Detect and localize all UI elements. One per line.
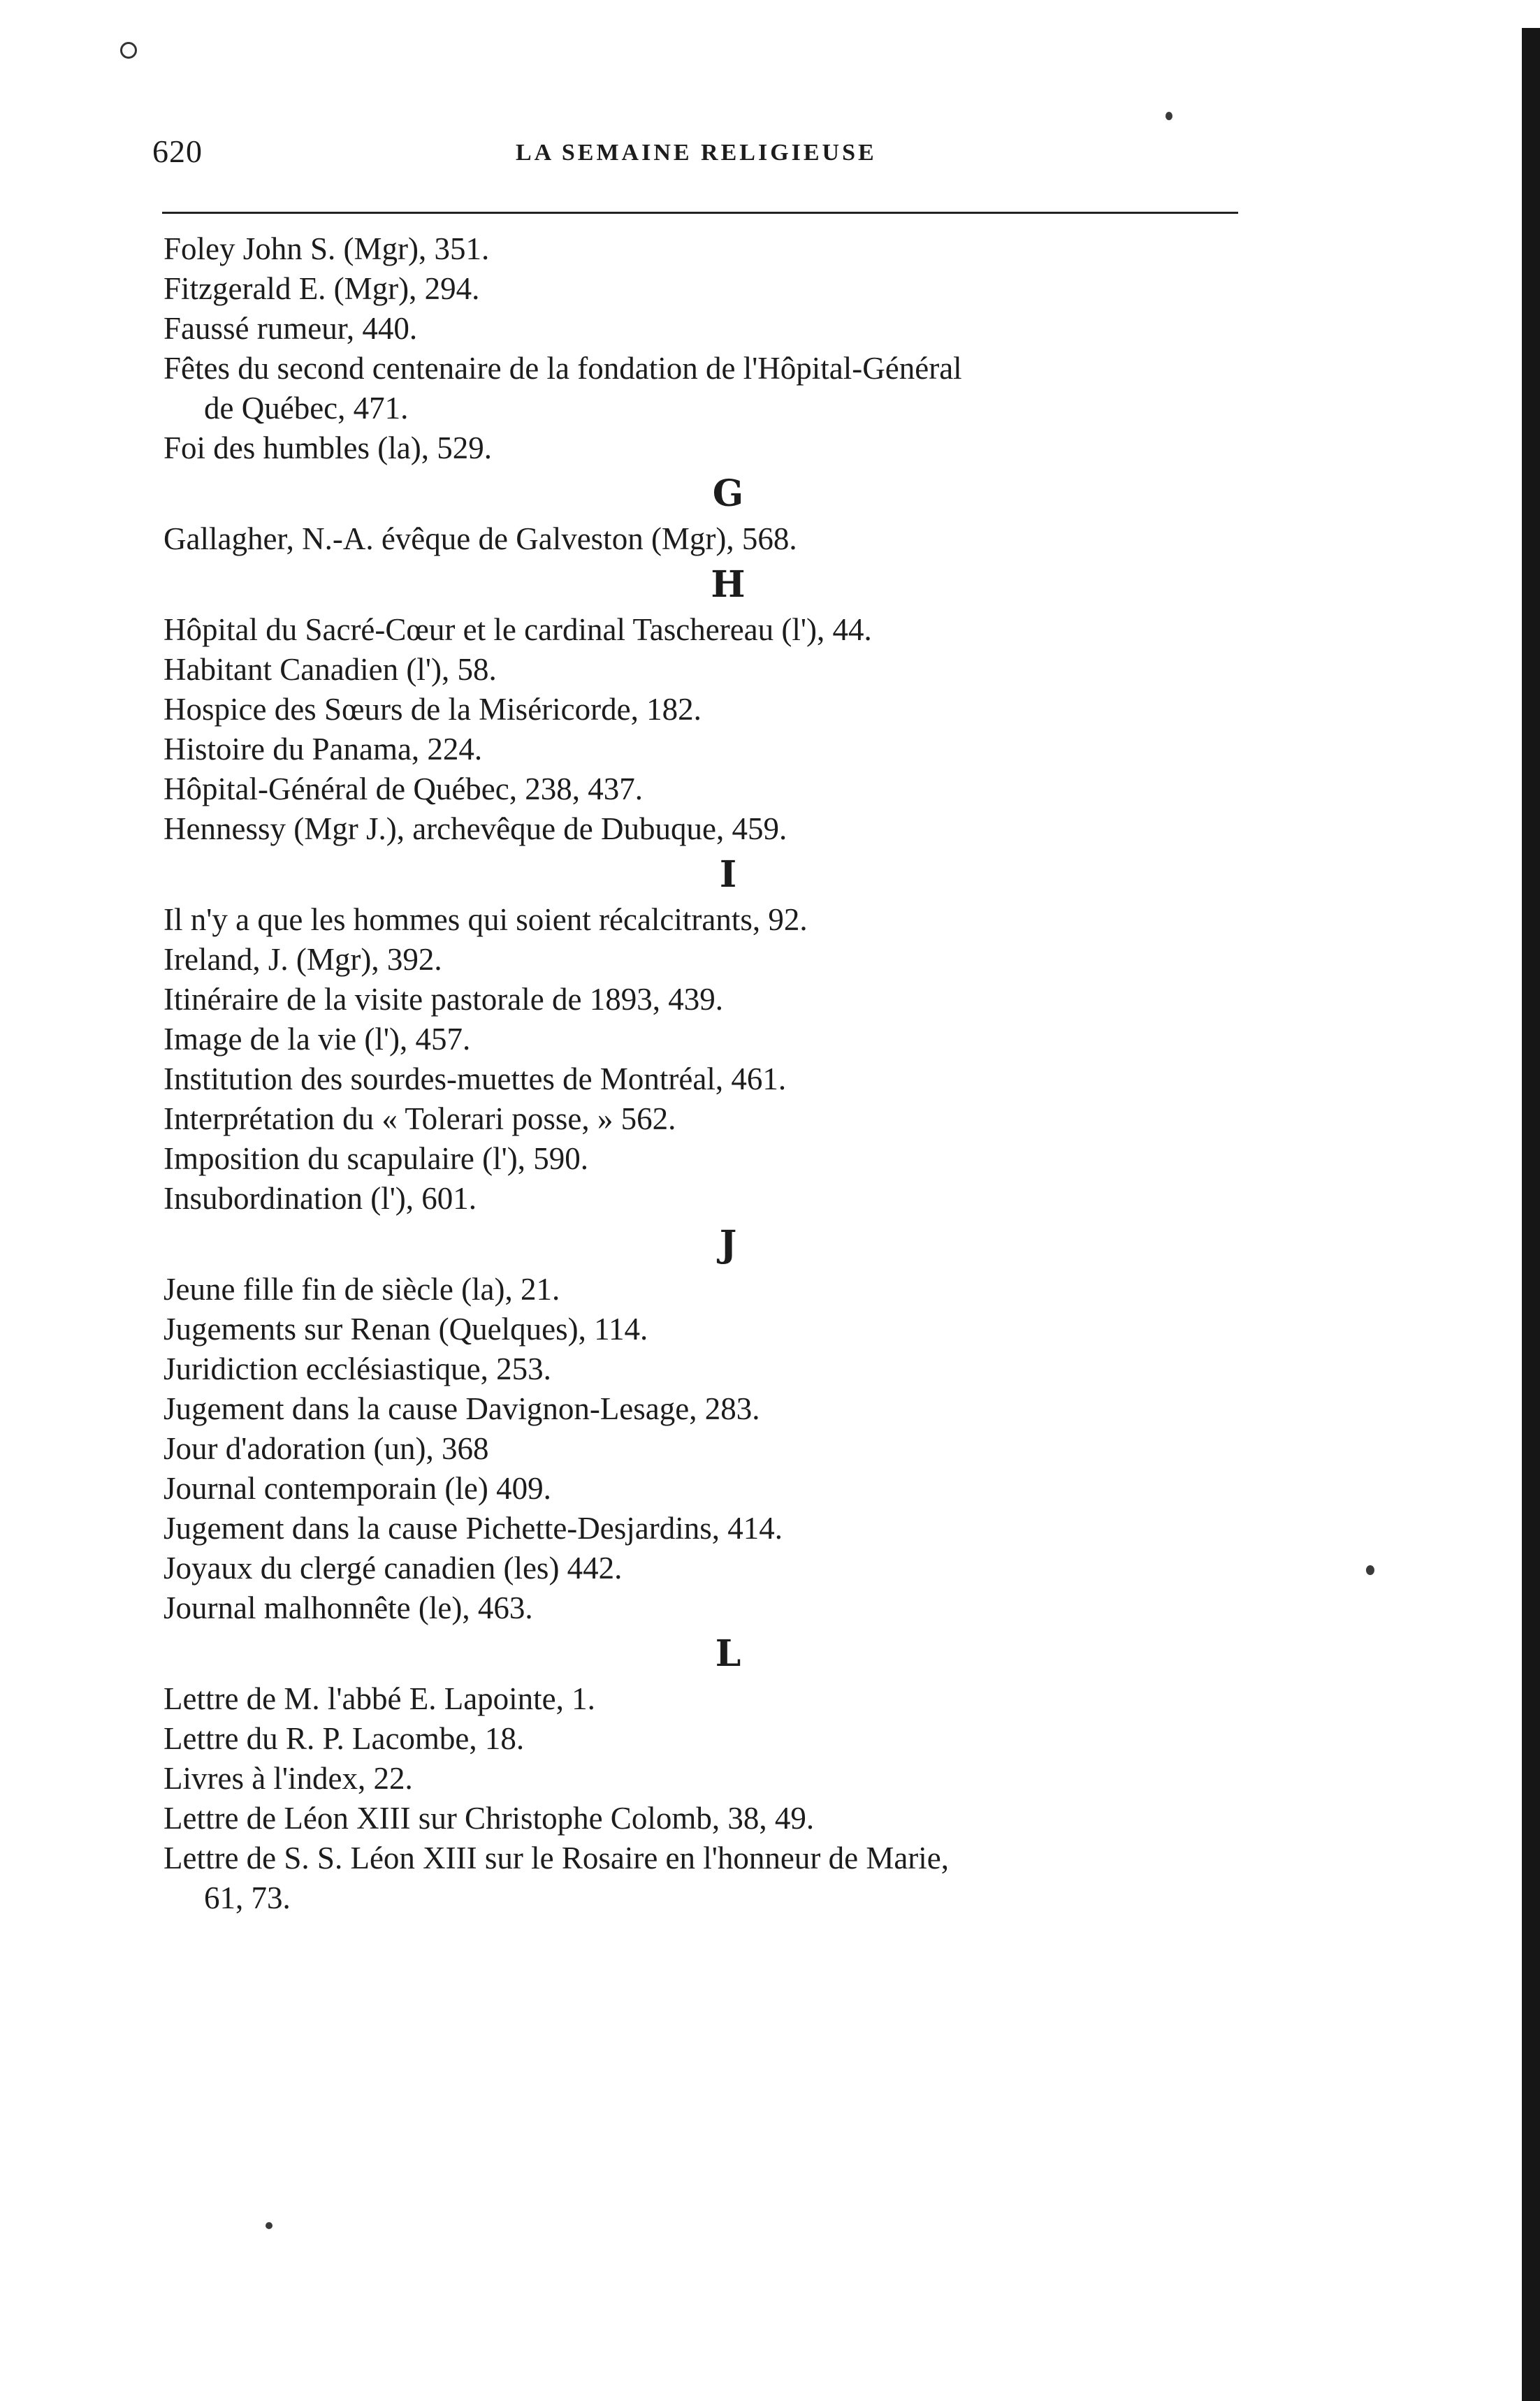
index-entry: Hennessy (Mgr J.), archevêque de Dubuque, 459.: [164, 811, 787, 846]
index-entry: Lettre du R. P. Lacombe, 18.: [164, 1721, 525, 1756]
index-entry: Histoire du Panama, 224.: [164, 732, 483, 767]
index-entry-continuation: 61, 73.: [204, 1880, 291, 1915]
index-entry: Livres à l'index, 22.: [164, 1761, 413, 1796]
index-entry: Fitzgerald E. (Mgr), 294.: [164, 271, 480, 306]
section-letter: G: [712, 472, 744, 515]
index-entry: Jugement dans la cause Davignon-Lesage, 283.: [164, 1391, 760, 1426]
index-entry: Jugement dans la cause Pichette-Desjardins, 414.: [164, 1511, 783, 1546]
index-entry: Lettre de M. l'abbé E. Lapointe, 1.: [164, 1681, 595, 1716]
index-entry: Itinéraire de la visite pastorale de 1893, 439.: [164, 982, 723, 1017]
section-letter: I: [719, 853, 737, 896]
index-entry: Insubordination (l'), 601.: [164, 1181, 477, 1216]
margin-speck: [1366, 1565, 1374, 1575]
running-head: LA SEMAINE RELIGIEUSE: [516, 140, 877, 166]
index-entry: Interprétation du « Tolerari posse, » 562.: [164, 1101, 676, 1136]
index-entry: Il n'y a que les hommes qui soient récalcitrants, 92.: [164, 902, 808, 937]
index-entry: Jeune fille fin de siècle (la), 21.: [164, 1272, 560, 1307]
index-entry: Foley John S. (Mgr), 351.: [164, 231, 490, 266]
index-entry: Lettre de Léon XIII sur Christophe Colomb, 38, 49.: [164, 1801, 815, 1836]
index-entry: Joyaux du clergé canadien (les) 442.: [164, 1551, 623, 1586]
index-entry: Journal contemporain (le) 409.: [164, 1471, 551, 1506]
index-entry: Jour d'adoration (un), 368: [164, 1431, 489, 1466]
index-entry: Imposition du scapulaire (l'), 590.: [164, 1141, 588, 1176]
margin-speck: [120, 42, 137, 59]
index-entry: Hospice des Sœurs de la Miséricorde, 182.: [164, 692, 702, 727]
index-entry: Foi des humbles (la), 529.: [164, 430, 492, 465]
index-entry: Habitant Canadien (l'), 58.: [164, 652, 497, 687]
index-entry: Faussé rumeur, 440.: [164, 311, 418, 346]
index-entry: Juridiction ecclésiastique, 253.: [164, 1351, 551, 1386]
index-entry: Fêtes du second centenaire de la fondation de l'Hôpital-Général: [164, 351, 962, 386]
index-entry: Gallagher, N.-A. évêque de Galveston (Mgr), 568.: [164, 521, 797, 556]
page-header: [152, 133, 1242, 189]
index-entry: Lettre de S. S. Léon XIII sur le Rosaire en l'honneur de Marie,: [164, 1841, 950, 1876]
index-entry: Hôpital-Général de Québec, 238, 437.: [164, 771, 644, 806]
index-list: [162, 229, 1252, 1918]
index-entry: Jugements sur Renan (Quelques), 114.: [164, 1312, 648, 1347]
page-edge-shadow: [1522, 28, 1540, 2401]
index-entry: Hôpital du Sacré-Cœur et le cardinal Taschereau (l'), 44.: [164, 612, 872, 647]
index-entry: Institution des sourdes-muettes de Montréal, 461.: [164, 1061, 787, 1096]
margin-speck: [1165, 112, 1172, 120]
page-number: 620: [152, 133, 203, 169]
index-entry-continuation: de Québec, 471.: [204, 391, 409, 426]
index-entry: Ireland, J. (Mgr), 392.: [164, 942, 442, 977]
section-letter: J: [719, 1223, 737, 1265]
index-entry: Journal malhonnête (le), 463.: [164, 1590, 533, 1625]
section-letter: H: [711, 563, 746, 606]
header-rule: [162, 212, 1238, 214]
index-entry: Image de la vie (l'), 457.: [164, 1022, 471, 1057]
section-letter: L: [715, 1632, 741, 1675]
margin-speck: [266, 2222, 273, 2229]
